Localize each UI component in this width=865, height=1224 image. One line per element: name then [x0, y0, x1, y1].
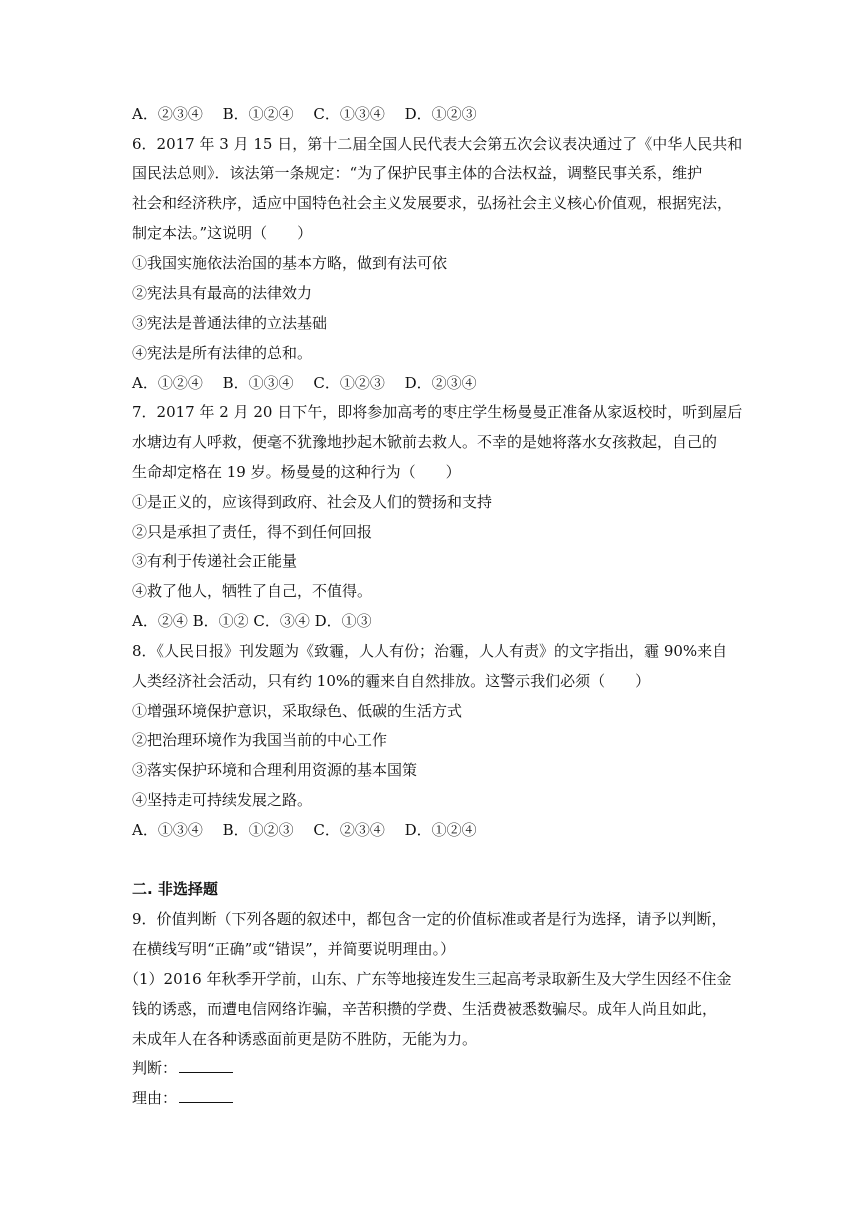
- reason-label: 理由：: [132, 1089, 178, 1107]
- q8-stem-line-2: 人类经济社会活动，只有约 10%的霾来自自然排放。这警示我们必须（ ）: [132, 672, 651, 690]
- q9-part1-line-3: 未成年人在各种诱惑面前更是防不胜防，无能为力。: [132, 1030, 478, 1048]
- q6-statement-1: ①我国实施依法治国的基本方略，做到有法可依: [132, 254, 448, 272]
- q6-statement-2: ②宪法具有最高的法律效力: [132, 284, 313, 302]
- q6-stem-line-1: 6．2017 年 3 月 15 日，第十二届全国人民代表大会第五次会议表决通过了《中华人民共和: [132, 135, 743, 153]
- q8-statement-2: ②把治理环境作为我国当前的中心工作: [132, 731, 388, 749]
- judgment-label: 判断：: [132, 1059, 178, 1077]
- q5-options: A．②③④ B．①②④ C．①③④ D．①②③: [132, 105, 477, 123]
- q6-options: A．①②④ B．①③④ C．①②③ D．②③④: [132, 374, 477, 392]
- q9-part1-line-2: 钱的诱惑，而遭电信网络诈骗，辛苦积攒的学费、生活费被悉数骗尽。成年人尚且如此，: [132, 1000, 718, 1018]
- q6-stem-line-4: 制定本法。”这说明（ ）: [132, 224, 313, 242]
- q7-statement-2: ②只是承担了责任，得不到任何回报: [132, 523, 373, 541]
- q6-stem-line-2: 国民法总则》．该法第一条规定：“为了保护民事主体的合法权益，调整民事关系，维护: [132, 164, 703, 182]
- q8-statement-3: ③落实保护环境和合理利用资源的基本国策: [132, 761, 418, 779]
- q7-stem-line-1: 7．2017 年 2 月 20 日下午，即将参加高考的枣庄学生杨曼曼正准备从家返校时，听到屋后: [132, 403, 743, 421]
- q9-stem-line-1: 9．价值判断（下列各题的叙述中，都包含一定的价值标准或者是行为选择，请予以判断，: [132, 910, 727, 928]
- q7-stem-line-2: 水塘边有人呼救，便毫不犹豫地抄起木锨前去救人。不幸的是她将落水女孩救起，自己的: [132, 433, 718, 451]
- reason-blank[interactable]: [179, 1088, 233, 1103]
- q6-statement-4: ④宪法是所有法律的总和。: [132, 344, 313, 362]
- q8-statement-4: ④坚持走可持续发展之路。: [132, 791, 313, 809]
- q7-stem-line-3: 生命却定格在 19 岁。杨曼曼的这种行为（ ）: [132, 463, 461, 481]
- q8-statement-1: ①增强环境保护意识，采取绿色、低碳的生活方式: [132, 702, 463, 720]
- q7-statement-4: ④救了他人，牺牲了自己，不值得。: [132, 582, 373, 600]
- q7-statement-3: ③有利于传递社会正能量: [132, 552, 298, 570]
- q9-part1-line-1: （1）2016 年秋季开学前，山东、广东等地接连发生三起高考录取新生及大学生因经不住金: [124, 970, 732, 988]
- judgment-blank[interactable]: [179, 1058, 233, 1073]
- q7-options: A．②④ B．①② C．③④ D．①③: [132, 612, 372, 630]
- section-heading: 二. 非选择题: [132, 880, 218, 898]
- q8-options: A．①③④ B．①②③ C．②③④ D．①②④: [132, 821, 477, 839]
- q6-statement-3: ③宪法是普通法律的立法基础: [132, 314, 328, 332]
- q7-statement-1: ①是正义的，应该得到政府、社会及人们的赞扬和支持: [132, 493, 493, 511]
- judgment-row: [132, 1058, 233, 1078]
- q8-stem-line-1: 8．《人民日报》刊发题为《致霾，人人有份；治霾，人人有责》的文字指出，霾 90%来自: [132, 642, 728, 660]
- q6-stem-line-3: 社会和经济秩序，适应中国特色社会主义发展要求，弘扬社会主义核心价值观，根据宪法，: [132, 194, 733, 212]
- reason-row: [132, 1088, 233, 1108]
- q9-stem-line-2: 在横线写明“正确”或“错误”，并简要说明理由。）: [132, 940, 456, 958]
